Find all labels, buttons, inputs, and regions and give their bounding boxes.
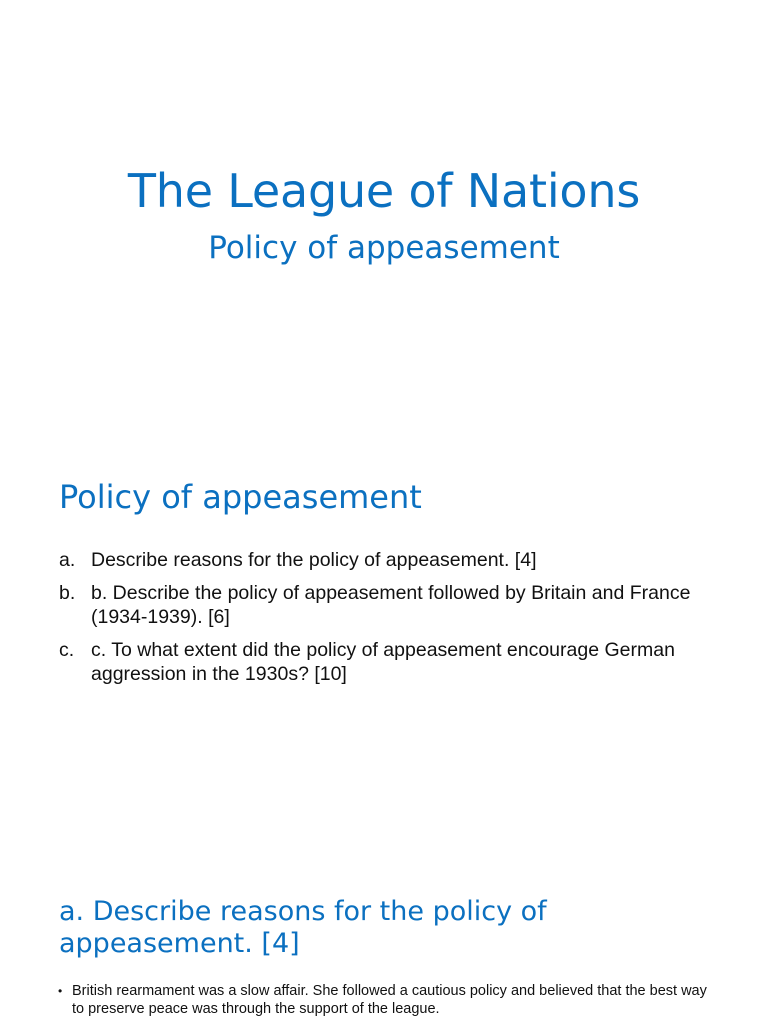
presentation-title: The League of Nations: [127, 164, 641, 218]
list-item: [58, 982, 718, 1018]
list-marker: a.: [59, 549, 76, 571]
list-item: [59, 548, 739, 572]
title-slide: [0, 0, 768, 432]
question-text: c. To what extent did the policy of appeasement encourage German aggression in the 1930s? [10]: [91, 639, 675, 685]
question-list: [59, 548, 739, 695]
bullet-icon: •: [58, 984, 63, 998]
bullet-text: British rearmament was a slow affair. She followed a cautious policy and believed that the best way to preserve peace was through the support of the league.: [72, 983, 707, 1017]
list-marker: c.: [59, 639, 75, 661]
questions-heading: Policy of appeasement: [59, 478, 422, 516]
list-marker: b.: [59, 582, 76, 604]
question-text: Describe reasons for the policy of appeasement. [4]: [91, 549, 537, 571]
questions-slide: [0, 432, 768, 864]
list-item: [59, 581, 739, 629]
reasons-slide: [0, 864, 768, 1024]
bullet-list: [58, 982, 718, 1018]
list-item: [59, 638, 739, 686]
question-text: b. Describe the policy of appeasement followed by Britain and France (1934-1939). [6]: [91, 582, 691, 628]
reasons-heading: a. Describe reasons for the policy of appeasement. [4]: [59, 896, 547, 959]
presentation-subtitle: Policy of appeasement: [208, 230, 560, 266]
